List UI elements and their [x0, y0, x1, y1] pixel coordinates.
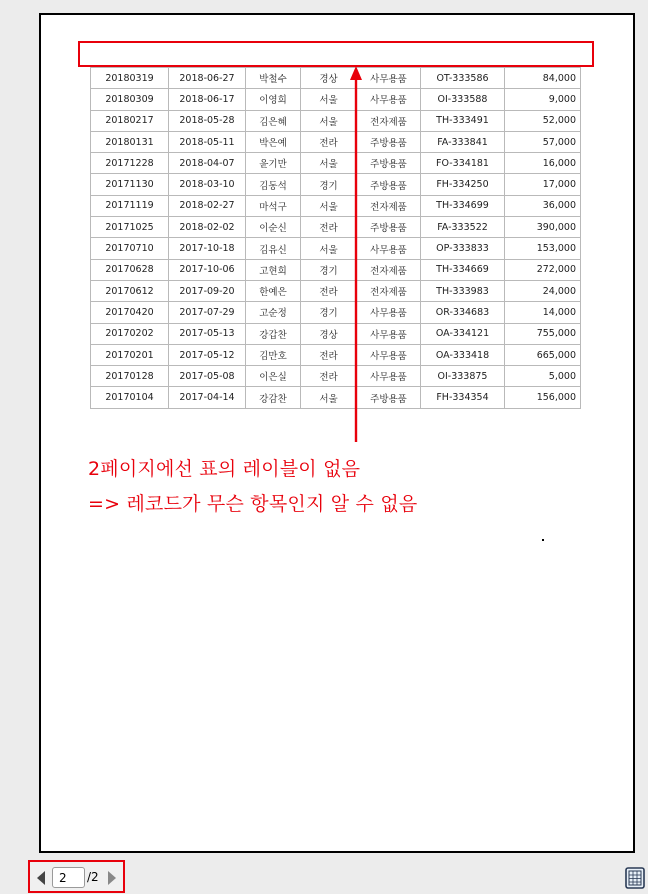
- table-cell: 사무용품: [357, 366, 421, 387]
- table-cell: TH-334669: [421, 259, 505, 280]
- table-cell: 2017-05-08: [169, 366, 246, 387]
- table-cell: 2018-05-28: [169, 110, 246, 131]
- table-row: [91, 302, 581, 323]
- table-cell: 서울: [301, 110, 357, 131]
- records-table-body: [91, 68, 581, 409]
- table-cell: 전자제품: [357, 280, 421, 301]
- table-cell: 20170420: [91, 302, 169, 323]
- records-table: [90, 67, 581, 409]
- table-cell: 이영희: [246, 89, 301, 110]
- table-cell: 20170710: [91, 238, 169, 259]
- table-row: [91, 153, 581, 174]
- table-cell: OR-334683: [421, 302, 505, 323]
- table-cell: OP-333833: [421, 238, 505, 259]
- table-cell: 755,000: [505, 323, 581, 344]
- table-row: [91, 280, 581, 301]
- table-cell: 경기: [301, 259, 357, 280]
- table-cell: 156,000: [505, 387, 581, 408]
- table-cell: 전자제품: [357, 110, 421, 131]
- table-cell: 강감찬: [246, 387, 301, 408]
- table-cell: 57,000: [505, 131, 581, 152]
- table-cell: 2018-05-11: [169, 131, 246, 152]
- table-cell: 사무용품: [357, 344, 421, 365]
- table-row: [91, 131, 581, 152]
- table-cell: 2018-02-02: [169, 217, 246, 238]
- table-cell: TH-333491: [421, 110, 505, 131]
- page-total-label: /2: [87, 870, 99, 884]
- table-cell: 2017-10-18: [169, 238, 246, 259]
- table-cell: 서울: [301, 89, 357, 110]
- table-cell: 경상: [301, 68, 357, 89]
- table-row: [91, 387, 581, 408]
- table-row: [91, 344, 581, 365]
- table-cell: 17,000: [505, 174, 581, 195]
- table-cell: 20170628: [91, 259, 169, 280]
- table-cell: 665,000: [505, 344, 581, 365]
- table-cell: 주방용품: [357, 387, 421, 408]
- table-cell: 서울: [301, 153, 357, 174]
- table-cell: 김은혜: [246, 110, 301, 131]
- table-cell: 2018-02-27: [169, 195, 246, 216]
- sheet-view-icon[interactable]: [625, 867, 645, 889]
- table-cell: 2017-07-29: [169, 302, 246, 323]
- table-cell: 2018-04-07: [169, 153, 246, 174]
- table-cell: 16,000: [505, 153, 581, 174]
- table-cell: 윤기만: [246, 153, 301, 174]
- table-cell: 2018-06-27: [169, 68, 246, 89]
- table-cell: 이은실: [246, 366, 301, 387]
- table-cell: 전라: [301, 280, 357, 301]
- table-cell: OA-334121: [421, 323, 505, 344]
- table-cell: 36,000: [505, 195, 581, 216]
- table-cell: 전라: [301, 217, 357, 238]
- table-cell: FA-333841: [421, 131, 505, 152]
- table-cell: 2017-05-12: [169, 344, 246, 365]
- table-cell: OI-333875: [421, 366, 505, 387]
- table-cell: 2017-04-14: [169, 387, 246, 408]
- table-cell: 박철수: [246, 68, 301, 89]
- table-cell: FA-333522: [421, 217, 505, 238]
- table-cell: 24,000: [505, 280, 581, 301]
- page-navigator: [28, 860, 125, 893]
- table-cell: 경상: [301, 323, 357, 344]
- table-cell: 20170128: [91, 366, 169, 387]
- table-cell: 경기: [301, 302, 357, 323]
- table-cell: 20170612: [91, 280, 169, 301]
- table-cell: 사무용품: [357, 89, 421, 110]
- table-cell: 20171130: [91, 174, 169, 195]
- table-cell: 주방용품: [357, 174, 421, 195]
- table-cell: 390,000: [505, 217, 581, 238]
- table-cell: 20171119: [91, 195, 169, 216]
- table-cell: 52,000: [505, 110, 581, 131]
- table-cell: 사무용품: [357, 323, 421, 344]
- table-cell: 20180217: [91, 110, 169, 131]
- annotation-line-2: => 레코드가 무슨 항목인지 알 수 없음: [88, 493, 418, 515]
- table-cell: 한예은: [246, 280, 301, 301]
- table-cell: 전라: [301, 344, 357, 365]
- table-cell: 20180131: [91, 131, 169, 152]
- table-cell: OA-333418: [421, 344, 505, 365]
- table-cell: 2017-05-13: [169, 323, 246, 344]
- table-row: [91, 110, 581, 131]
- table-cell: 김유신: [246, 238, 301, 259]
- table-row: [91, 89, 581, 110]
- table-cell: 전자제품: [357, 195, 421, 216]
- table-cell: 2017-09-20: [169, 280, 246, 301]
- table-cell: 서울: [301, 195, 357, 216]
- table-cell: 주방용품: [357, 131, 421, 152]
- table-cell: 전라: [301, 366, 357, 387]
- table-cell: 20170201: [91, 344, 169, 365]
- table-row: [91, 174, 581, 195]
- table-cell: 고순정: [246, 302, 301, 323]
- table-row: [91, 68, 581, 89]
- table-row: [91, 366, 581, 387]
- table-cell: 마석구: [246, 195, 301, 216]
- table-cell: 20171025: [91, 217, 169, 238]
- table-cell: OI-333588: [421, 89, 505, 110]
- table-cell: FH-334250: [421, 174, 505, 195]
- table-cell: 2017-10-06: [169, 259, 246, 280]
- table-row: [91, 195, 581, 216]
- table-cell: 20180309: [91, 89, 169, 110]
- table-row: [91, 259, 581, 280]
- table-cell: 사무용품: [357, 238, 421, 259]
- table-cell: 20170202: [91, 323, 169, 344]
- table-cell: 272,000: [505, 259, 581, 280]
- table-cell: 전라: [301, 131, 357, 152]
- table-cell: 153,000: [505, 238, 581, 259]
- table-cell: OT-333586: [421, 68, 505, 89]
- next-page-icon[interactable]: [108, 871, 116, 885]
- table-cell: 9,000: [505, 89, 581, 110]
- table-cell: 김동석: [246, 174, 301, 195]
- table-cell: 14,000: [505, 302, 581, 323]
- table-row: [91, 238, 581, 259]
- table-cell: 5,000: [505, 366, 581, 387]
- table-cell: 84,000: [505, 68, 581, 89]
- table-cell: 경기: [301, 174, 357, 195]
- table-cell: FO-334181: [421, 153, 505, 174]
- table-cell: 강갑찬: [246, 323, 301, 344]
- table-cell: 이순신: [246, 217, 301, 238]
- table-cell: 사무용품: [357, 302, 421, 323]
- table-cell: FH-334354: [421, 387, 505, 408]
- table-cell: 사무용품: [357, 68, 421, 89]
- table-cell: 김만호: [246, 344, 301, 365]
- table-cell: 주방용품: [357, 153, 421, 174]
- table-cell: 20180319: [91, 68, 169, 89]
- table-row: [91, 217, 581, 238]
- table-cell: 2018-06-17: [169, 89, 246, 110]
- table-cell: TH-333983: [421, 280, 505, 301]
- stray-dot: [542, 539, 544, 541]
- table-cell: 고현희: [246, 259, 301, 280]
- table-cell: 서울: [301, 238, 357, 259]
- table-cell: 2018-03-10: [169, 174, 246, 195]
- table-cell: 20171228: [91, 153, 169, 174]
- previous-page-icon[interactable]: [37, 871, 45, 885]
- table-cell: 주방용품: [357, 217, 421, 238]
- table-cell: 박은예: [246, 131, 301, 152]
- annotation-line-1: 2페이지에선 표의 레이블이 없음: [88, 458, 361, 480]
- missing-header-highlight: [78, 41, 594, 67]
- table-row: [91, 323, 581, 344]
- page-number-input[interactable]: [52, 867, 85, 888]
- table-cell: 전자제품: [357, 259, 421, 280]
- arrow-up-icon: [346, 66, 366, 442]
- table-cell: 서울: [301, 387, 357, 408]
- table-cell: 20170104: [91, 387, 169, 408]
- table-cell: TH-334699: [421, 195, 505, 216]
